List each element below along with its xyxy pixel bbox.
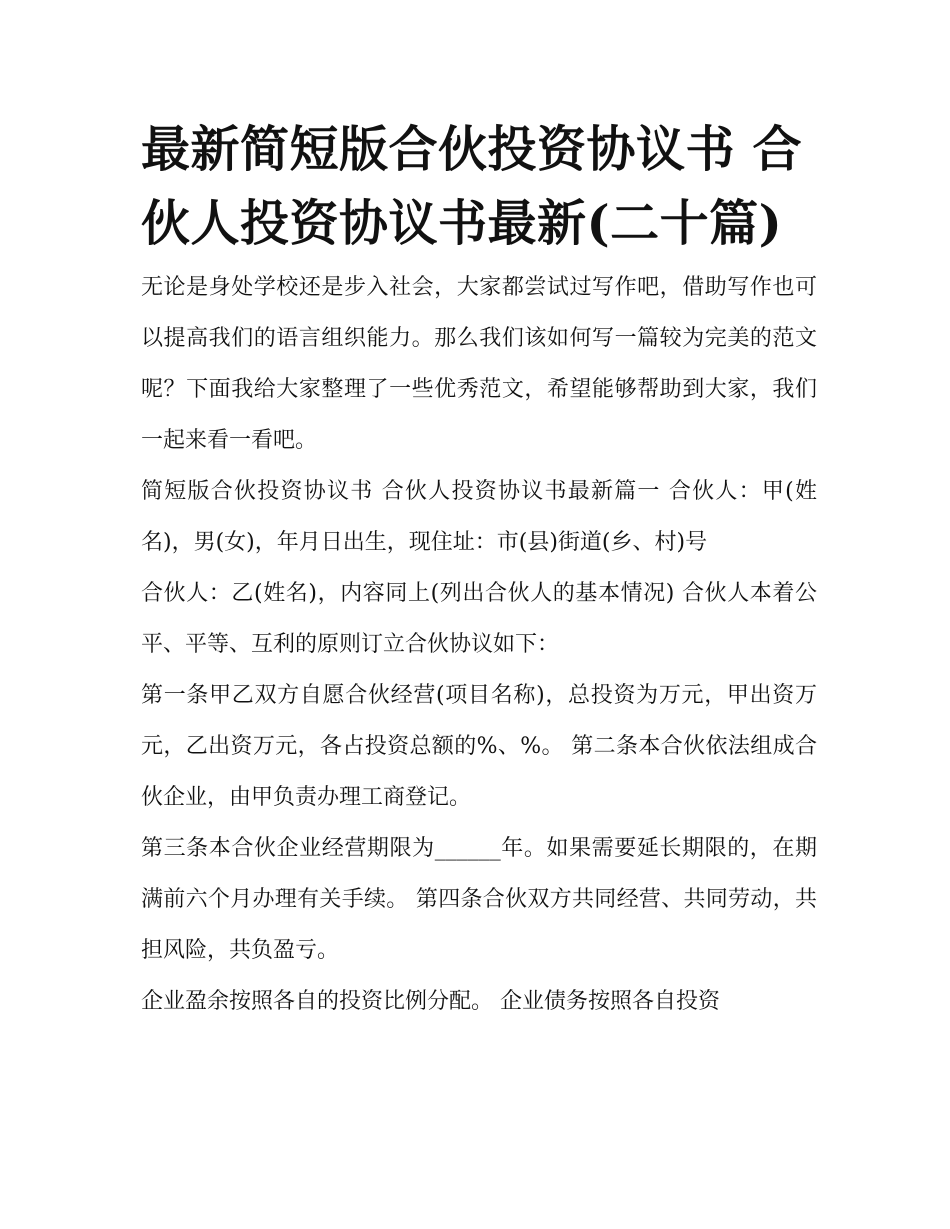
paragraph-article-1-2: 第一条甲乙双方自愿合伙经营(项目名称)，总投资为万元，甲出资万元，乙出资万元，各占投资总额的%、%。 第二条本合伙依法组成合伙企业，由甲负责办理工商登记。 [141, 683, 817, 810]
paragraph-partner-a: 简短版合伙投资协议书 合伙人投资协议书最新篇一 合伙人：甲(姓名)，男(女)，年月日出生，现住址：市(县)街道(乡、村)号 [141, 479, 817, 555]
document-body [141, 112, 817, 1027]
paragraph-article-3-4: 第三条本合伙企业经营期限为______年。如果需要延长期限的，在期满前六个月办理有关手续。 第四条合伙双方共同经营、共同劳动，共担风险，共负盈亏。 [141, 836, 817, 963]
paragraph-intro: 无论是身处学校还是步入社会，大家都尝试过写作吧，借助写作也可以提高我们的语言组织能力。那么我们该如何写一篇较为完美的范文呢？下面我给大家整理了一些优秀范文，希望能够帮助到大家，我们一起来看一看吧。 [141, 275, 817, 453]
document-title: 最新简短版合伙投资协议书 合伙人投资协议书最新(二十篇) [141, 120, 803, 252]
paragraph-partner-b: 合伙人：乙(姓名)，内容同上(列出合伙人的基本情况) 合伙人本着公平、平等、互利的原则订立合伙协议如下： [141, 581, 817, 657]
paragraph-profit-debt: 企业盈余按照各自的投资比例分配。 企业债务按照各自投资 [141, 989, 720, 1014]
